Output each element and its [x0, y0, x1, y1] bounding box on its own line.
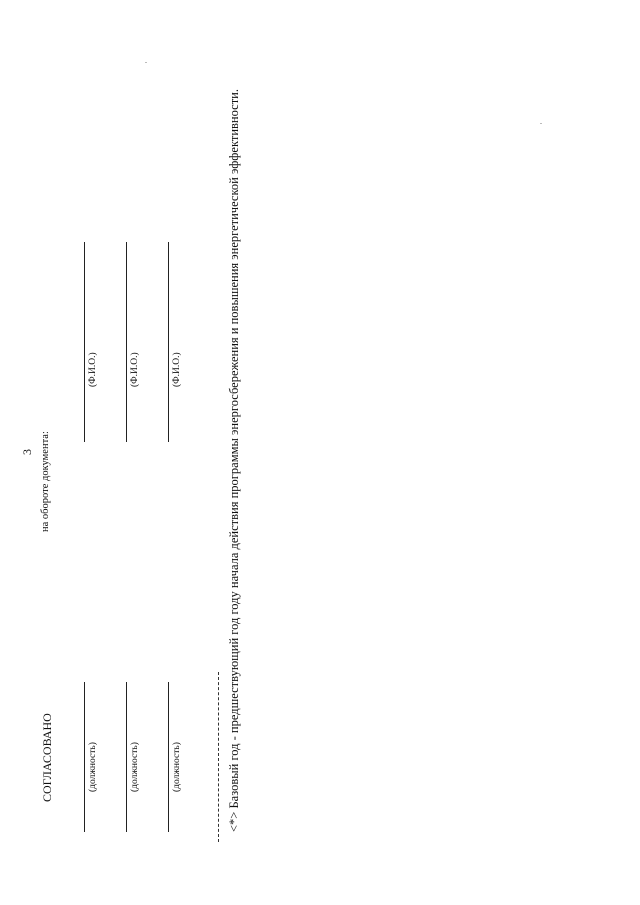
footnote-marker: <*> — [227, 811, 241, 832]
page-number: 3 — [20, 449, 34, 455]
signature-row — [168, 132, 194, 832]
name-line — [168, 242, 169, 442]
name-caption: (Ф.И.О.) — [88, 352, 98, 387]
name-line — [126, 242, 127, 442]
rotated-content — [20, 42, 300, 862]
position-caption: (должность) — [172, 742, 182, 792]
footnote-separator — [218, 672, 219, 842]
position-line — [168, 682, 169, 832]
signature-row — [84, 132, 110, 832]
position-line — [126, 682, 127, 832]
reverse-side-note: на обороте документа: — [40, 431, 51, 532]
approval-heading: СОГЛАСОВАНО — [40, 713, 54, 802]
name-caption: (Ф.И.О.) — [130, 352, 140, 387]
position-line — [84, 682, 85, 832]
scan-speck — [540, 123, 542, 124]
signature-row — [126, 132, 152, 832]
scan-speck — [145, 62, 147, 63]
name-caption: (Ф.И.О.) — [172, 352, 182, 387]
footnote — [226, 72, 243, 832]
position-caption: (должность) — [130, 742, 140, 792]
footnote-text: Базовый год - предшествующий год году начала действия программы энергосбережения и повышения энергетической эффективности. — [227, 89, 241, 809]
name-line — [84, 242, 85, 442]
position-caption: (должность) — [88, 742, 98, 792]
